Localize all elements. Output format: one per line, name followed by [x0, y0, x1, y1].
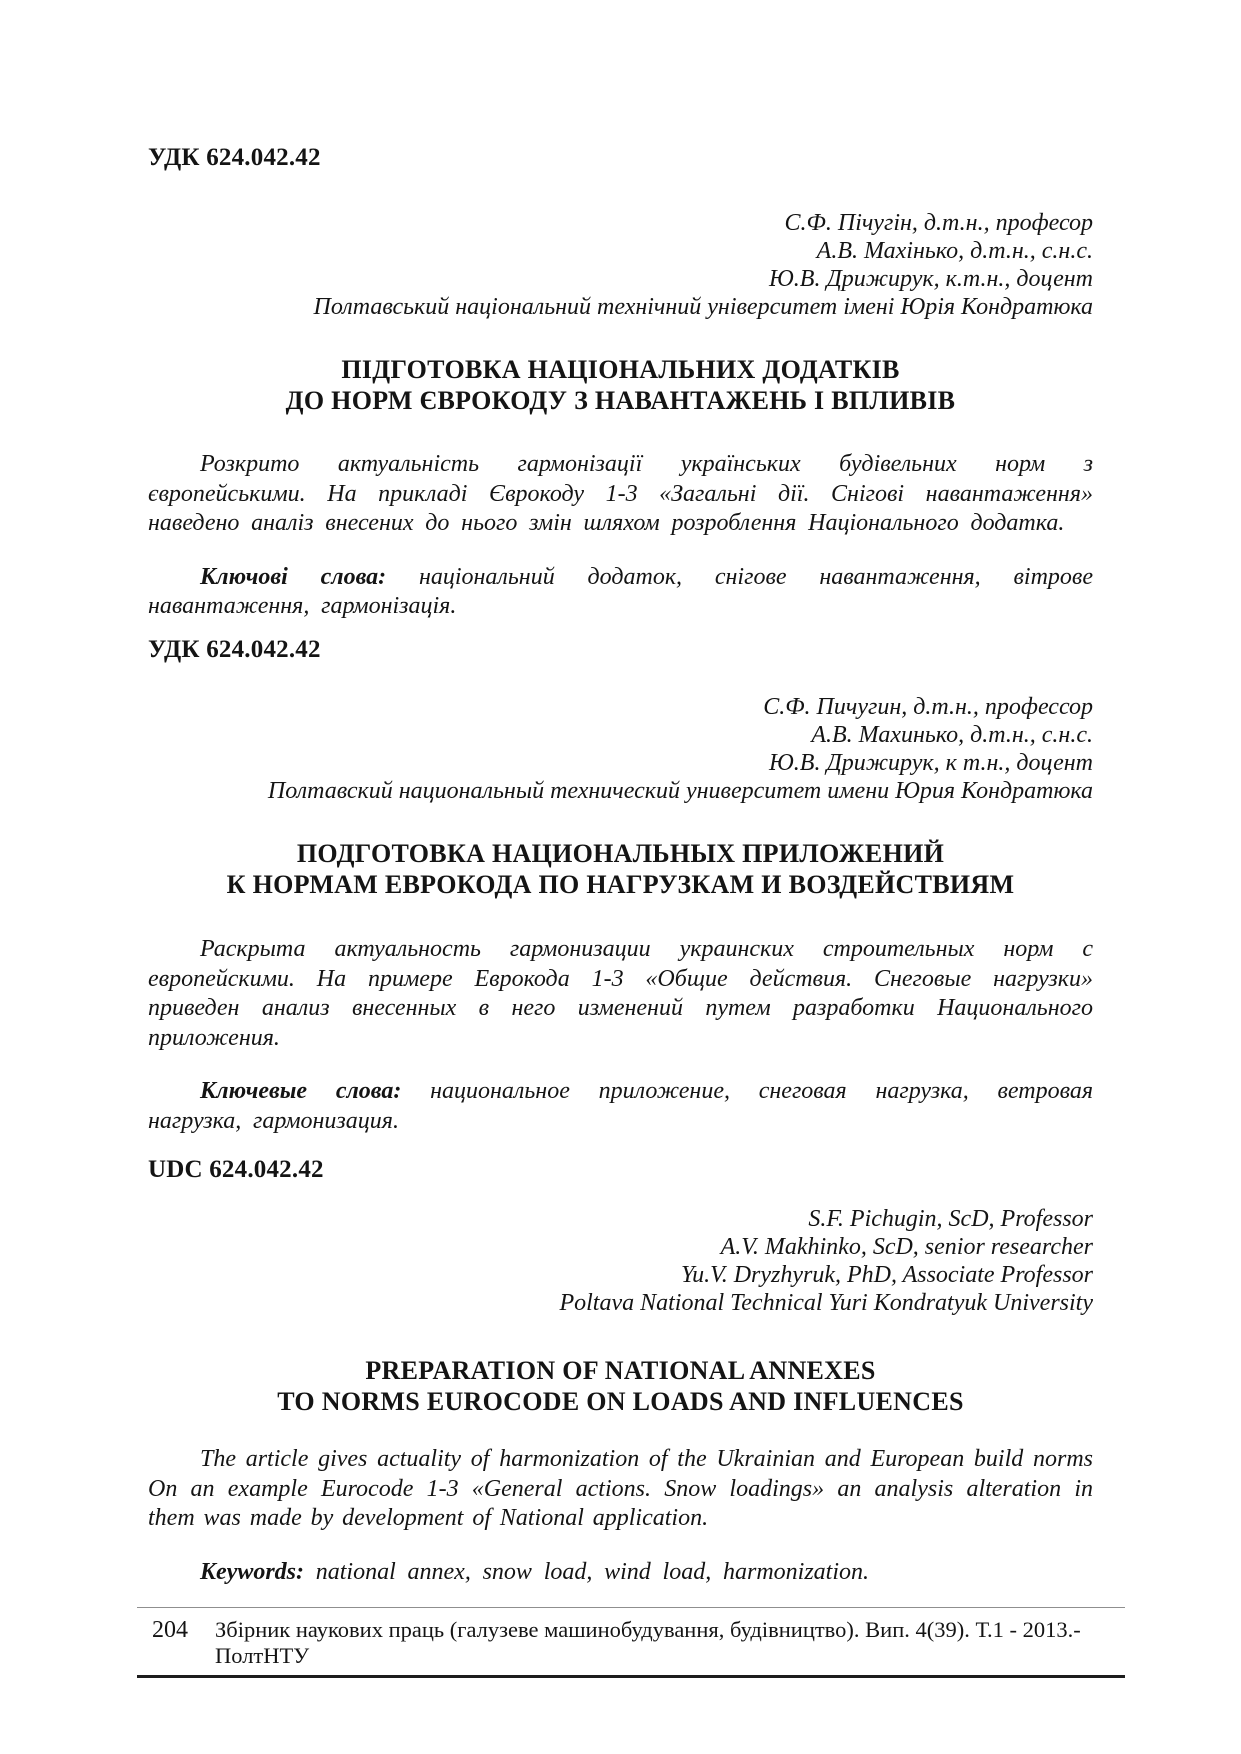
author-line: Yu.V. Dryzhyruk, PhD, Associate Professor — [680, 1262, 1093, 1288]
article-title-line: ПІДГОТОВКА НАЦІОНАЛЬНИХ ДОДАТКІВ — [341, 355, 900, 384]
author-line: S.F. Pichugin, ScD, Professor — [808, 1206, 1093, 1232]
section-english — [148, 1155, 1093, 1611]
keywords-paragraph — [148, 1077, 1093, 1136]
article-title — [148, 354, 1093, 416]
page-footer — [137, 1607, 1125, 1678]
author-line: А.В. Махінько, д.т.н., с.н.с. — [816, 238, 1093, 264]
udc-code: УДК 624.042.42 — [148, 636, 321, 663]
keywords-label: Keywords: — [200, 1558, 304, 1585]
keywords-paragraph — [148, 563, 1093, 622]
affiliation: Poltava National Technical Yuri Kondratyuk University — [559, 1290, 1093, 1316]
article-title — [148, 1355, 1093, 1417]
keywords-text: національний додаток, снігове навантаження, вітрове навантаження, гармонізація. — [148, 563, 1093, 619]
section-ukrainian — [148, 143, 1093, 646]
article-title-line: PREPARATION OF NATIONAL ANNEXES — [365, 1356, 876, 1385]
keywords-label: Ключові слова: — [200, 563, 387, 590]
udc-code: UDC 624.042.42 — [148, 1156, 324, 1183]
authors-block — [148, 1205, 1093, 1317]
footer-rule-bottom — [137, 1675, 1125, 1678]
author-line: Ю.В. Дрижирук, к.т.н., доцент — [769, 266, 1093, 292]
article-title-line: К НОРМАМ ЕВРОКОДА ПО НАГРУЗКАМ И ВОЗДЕЙСТВИЯМ — [226, 870, 1015, 899]
section-russian — [148, 635, 1093, 1160]
footer-page-number: 204 — [152, 1617, 188, 1643]
author-line: A.V. Makhinko, ScD, senior researcher — [720, 1234, 1093, 1260]
author-line: Ю.В. Дрижирук, к т.н., доцент — [769, 750, 1093, 776]
footer-citation: Збірник наукових праць (галузеве машинобудування, будівництво). Вип. 4(39). Т.1 - 2013.- ПолтНТУ — [215, 1617, 1081, 1668]
article-title-line: ПОДГОТОВКА НАЦИОНАЛЬНЫХ ПРИЛОЖЕНИЙ — [296, 839, 945, 868]
udc-code: УДК 624.042.42 — [148, 144, 321, 171]
abstract-paragraph: The article gives actuality of harmonization of the Ukrainian and European build norms On an example Eurocode 1-3 «General actions. Snow loadings» an analysis alteration in them was made by development of National application. — [148, 1446, 1093, 1531]
keywords-text: национальное приложение, снеговая нагрузка, ветровая нагрузка, гармонизация. — [148, 1078, 1093, 1134]
abstract-paragraph: Розкрито актуальність гармонізації українських будівельних норм з європейськими. На прикладі Єврокоду 1-3 «Загальні дії. Снігові навантаження» наведено аналіз внесених до нього змін шляхом розроблення Національного додатка. — [148, 451, 1093, 536]
article-title-line: ДО НОРМ ЄВРОКОДУ З НАВАНТАЖЕНЬ І ВПЛИВІВ — [285, 386, 956, 415]
footer-row — [137, 1608, 1125, 1675]
author-line: С.Ф. Пічугін, д.т.н., професор — [784, 210, 1093, 236]
article-title — [148, 838, 1093, 900]
authors-block — [148, 209, 1093, 321]
author-line: С.Ф. Пичугин, д.т.н., профессор — [763, 694, 1093, 720]
author-line: А.В. Махинько, д.т.н., с.н.с. — [811, 722, 1093, 748]
keywords-label: Ключевые слова: — [200, 1078, 402, 1104]
keywords-paragraph — [148, 1558, 1093, 1588]
keywords-text: national annex, snow load, wind load, harmonization. — [304, 1558, 870, 1585]
authors-block — [148, 693, 1093, 805]
affiliation: Полтавський національний технічний університет імені Юрія Кондратюка — [313, 294, 1093, 320]
article-title-line: TO NORMS EUROCODE ON LOADS AND INFLUENCES — [277, 1387, 964, 1416]
abstract-paragraph: Раскрыта актуальность гармонизации украинских строительных норм с европейскими. На примере Еврокода 1-3 «Общие действия. Снеговые нагрузки» приведен анализ внесенных в него изменений путем разработки Национального приложения. — [148, 936, 1093, 1051]
affiliation: Полтавский национальный технический университет имени Юрия Кондратюка — [267, 778, 1093, 804]
